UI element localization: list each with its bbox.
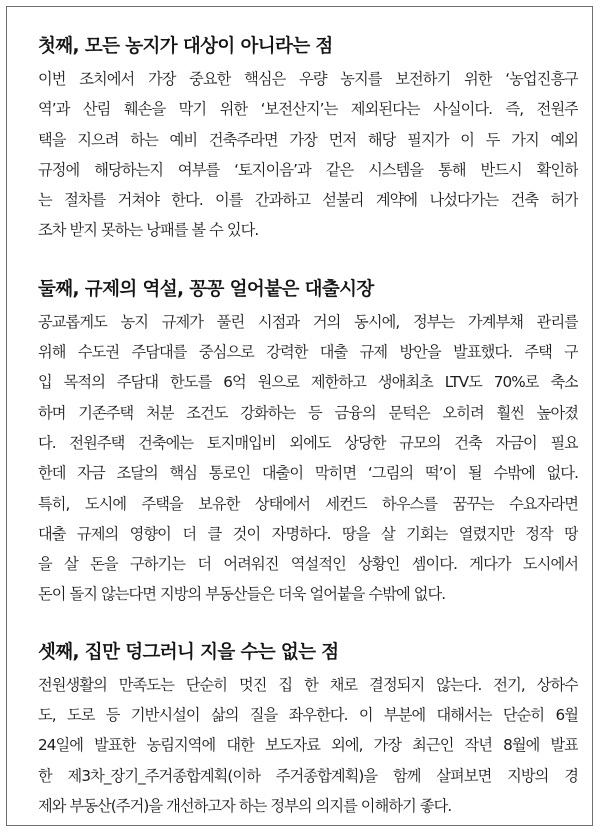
section-1 [38,33,578,246]
section-paragraph [38,64,578,246]
paragraph-line: 하며 기존주택 처분 조건도 강화하는 등 금융의 문턱은 오히려 훨씬 높아졌 [38,403,578,422]
section-3 [38,639,578,821]
paragraph-line: 위해 수도권 주담대를 중심으로 강력한 대출 규제 방안을 발표했다. 주택 구 [38,343,578,362]
paragraph-line: 대출 규제의 영향이 더 클 것이 자명하다. 땅을 살 기회는 열렸지만 정작 땅 [38,524,578,543]
section-paragraph [38,307,578,610]
section-heading: 첫째, 모든 농지가 대상이 아니라는 점 [38,36,333,57]
paragraph-line: 다. 전원주택 건축에는 토지매입비 외에도 상당한 규모의 건축 자금이 필요 [38,433,578,452]
paragraph-line: 택을 지으려 하는 예비 건축주라면 가장 먼저 해당 필지가 이 두 가지 예외 [38,130,578,149]
article-box [6,6,593,826]
paragraph-line: 조차 받지 못하는 낭패를 볼 수 있다. [38,221,259,240]
paragraph-line: 을 살 돈을 구하기는 더 어려워진 역설적인 상황인 셈이다. 게다가 도시에서 [38,555,578,574]
section-heading: 둘째, 규제의 역설, 꽁꽁 얼어붙은 대출시장 [38,278,374,300]
article-content [38,33,578,821]
paragraph-line: 공교롭게도 농지 규제가 풀린 시점과 거의 동시에, 정부는 가계부채 관리를 [38,312,578,331]
paragraph-line: 입 목적의 주담대 한도를 6억 원으로 제한하고 생애최초 LTV도 70%로 축소 [38,373,578,392]
paragraph-line: 한 제3차_장기_주거종합계획(이하 주거종합계획)을 함께 살펴보면 지방의 경 [38,766,578,785]
paragraph-line: 역’과 산림 훼손을 막기 위한 ‘보전산지’는 제외된다는 사실이다. 즉, 전원주 [38,100,578,119]
paragraph-line: 전원생활의 만족도는 단순히 멋진 집 한 채로 결정되지 않는다. 전기, 상하수 [38,675,578,694]
paragraph-line: 도, 도로 등 기반시설이 삶의 질을 좌우한다. 이 부분에 대해서는 단순히 6월 [38,706,578,725]
paragraph-line: 규정에 해당하는지 여부를 ‘토지이음’과 같은 시스템을 통해 반드시 확인하 [38,160,578,179]
paragraph-line: 제와 부동산(주거)을 개선하고자 하는 정부의 의지를 이해하기 좋다. [38,796,452,815]
section-paragraph [38,670,578,821]
paragraph-line: 24일에 발표한 농림지역에 대한 보도자료 외에, 가장 최근인 작년 8월에 발표 [38,736,578,755]
paragraph-line: 는 절차를 거쳐야 한다. 이를 간과하고 섣불리 계약에 나섰다가는 건축 허가 [38,191,578,210]
section-2 [38,276,578,610]
paragraph-line: 이번 조치에서 가장 중요한 핵심은 우량 농지를 보전하기 위한 ‘농업진흥구 [38,70,578,88]
paragraph-line: 돈이 돌지 않는다면 지방의 부동산들은 더욱 얼어붙을 수밖에 없다. [38,585,446,604]
paragraph-line: 특히, 도시에 주택을 보유한 상태에서 세컨드 하우스를 꿈꾸는 수요자라면 [38,494,578,513]
section-heading: 셋째, 집만 덩그러니 지을 수는 없는 점 [38,641,339,663]
paragraph-line: 한데 자금 조달의 핵심 통로인 대출이 막히면 ‘그림의 떡’이 될 수밖에 없다. [38,464,578,483]
